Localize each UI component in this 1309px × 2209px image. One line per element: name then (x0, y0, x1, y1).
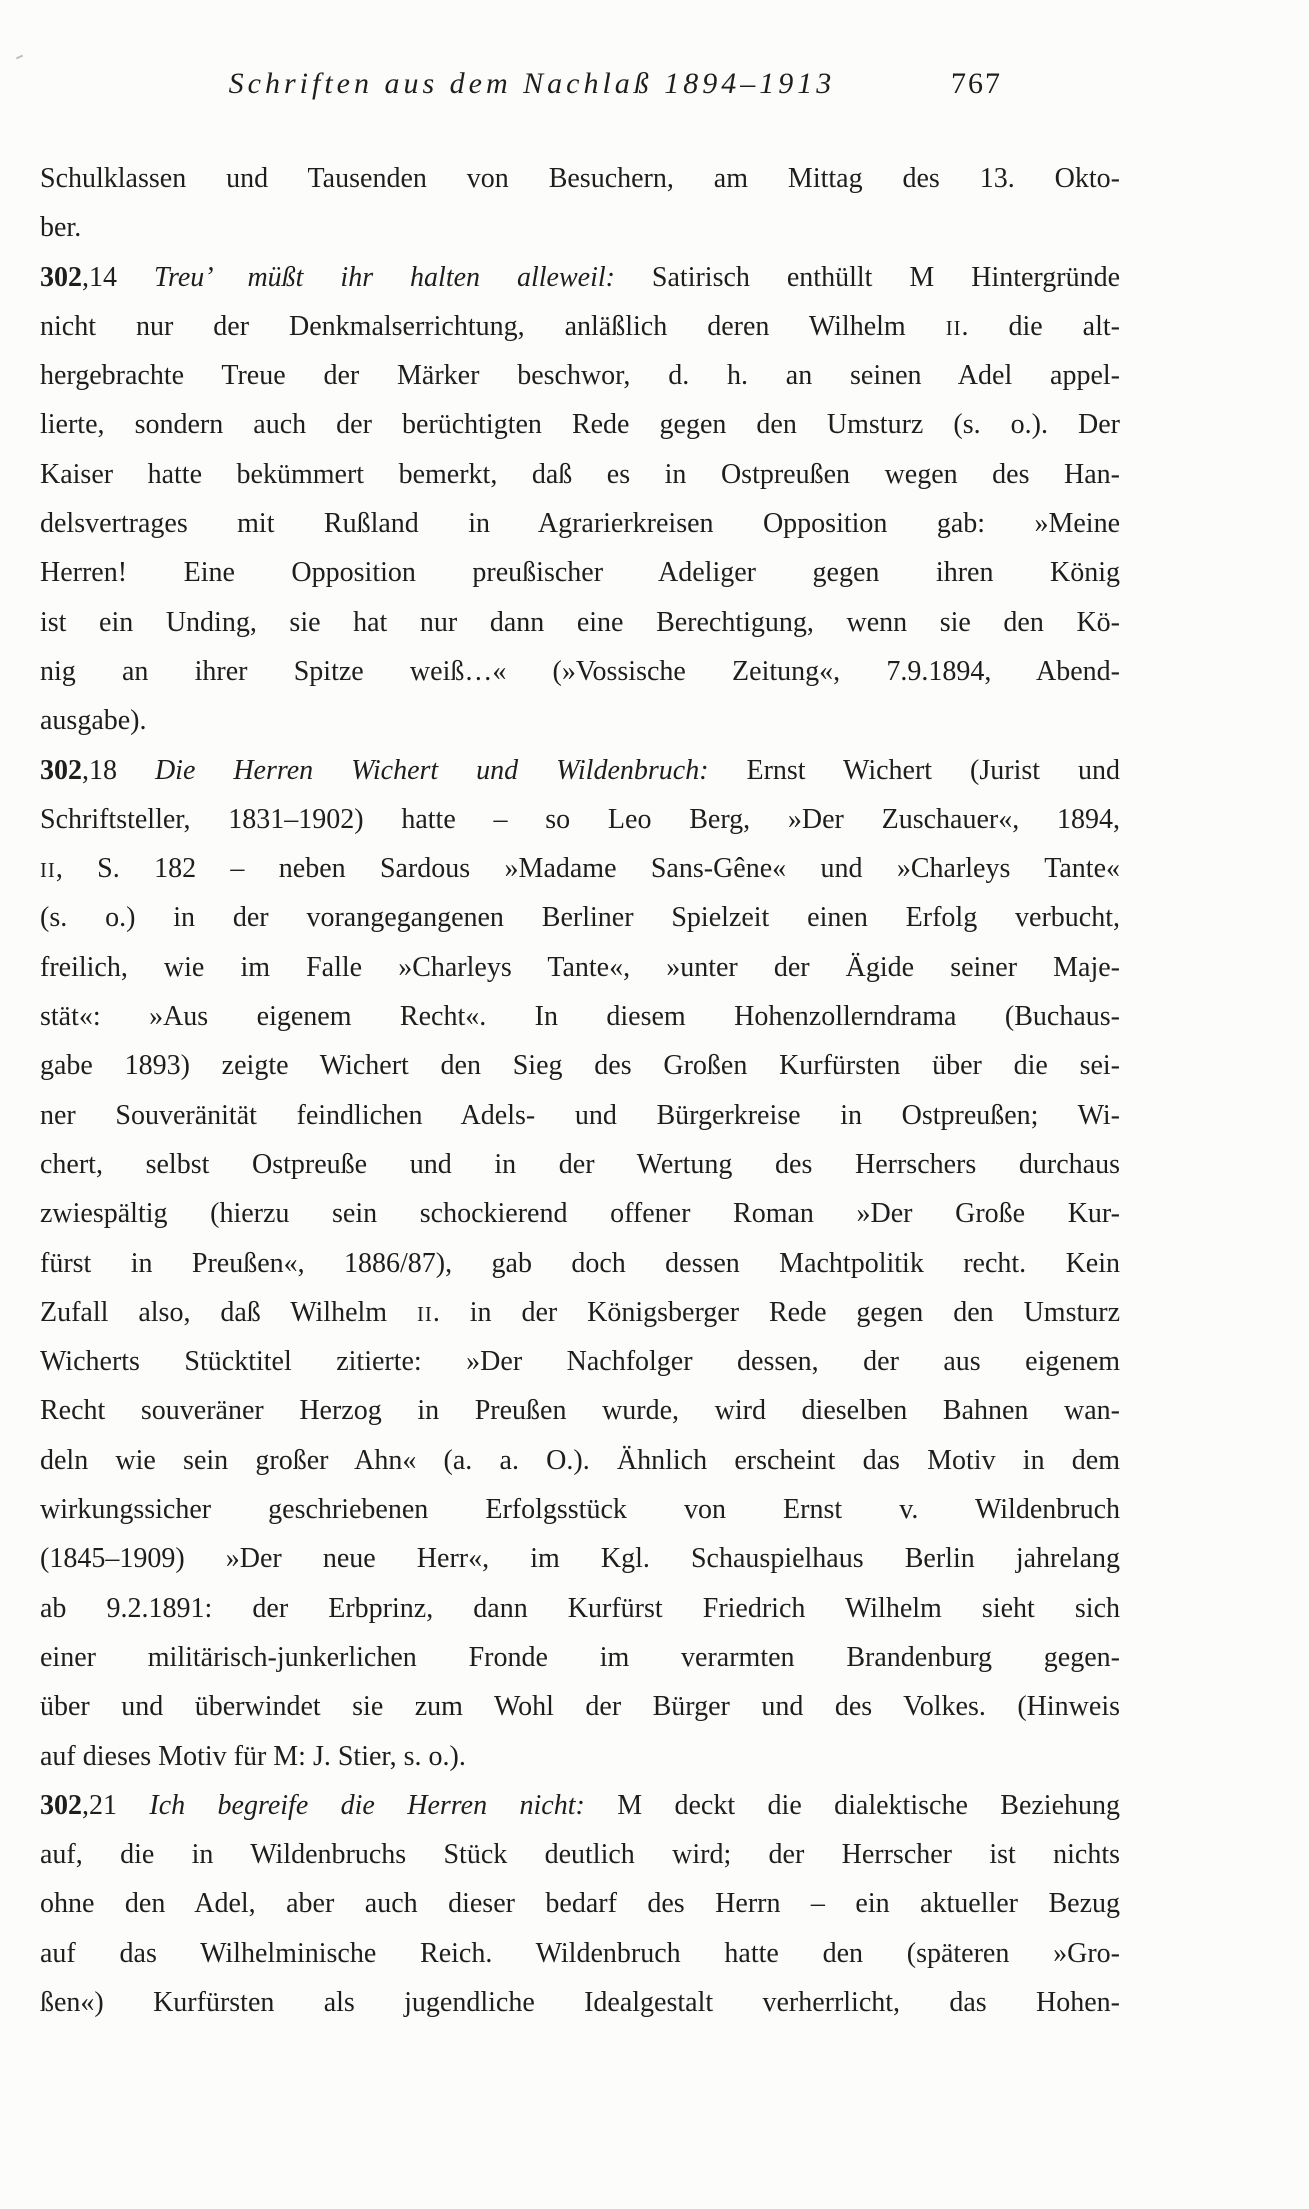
text-line-12 (40, 696, 1120, 745)
text-line-35 (40, 1830, 1120, 1879)
text-line-22 (40, 1189, 1120, 1238)
text-run: II (945, 317, 962, 340)
text-line-32 (40, 1682, 1120, 1731)
text-run: Die Herren Wichert und Wildenbruch: (154, 754, 709, 786)
text-block (40, 154, 1120, 2027)
text-line-17 (40, 943, 1120, 992)
text-run: ßen«) Kurfürsten als jugendliche Idealgestalt verherrlicht, das Hohen- (40, 1986, 1120, 2018)
text-run: ist ein Unding, sie hat nur dann eine Berechtigung, wenn sie den Kö- (40, 606, 1120, 638)
text-run: chert, selbst Ostpreuße und in der Wertung des Herrschers durchaus (40, 1148, 1120, 1180)
text-run: hergebrachte Treue der Märker beschwor, d. h. an seinen Adel appel- (40, 360, 1120, 392)
running-header-title: Schriften aus dem Nachlaß 1894–1913 (228, 67, 836, 100)
text-run: wirkungssicher geschriebenen Erfolgsstück von Ernst v. Wildenbruch (40, 1494, 1120, 1526)
page-number: 767 (951, 67, 1002, 100)
text-line-24 (40, 1288, 1120, 1337)
text-run: auf das Wilhelminische Reich. Wildenbruch hatte den (späteren »Gro- (40, 1937, 1120, 1969)
text-run: auf dieses Motiv für M: J. Stier, s. o.). (40, 1740, 466, 1772)
text-line-28 (40, 1485, 1120, 1534)
text-line-34 (40, 1781, 1120, 1830)
text-run: Ich begreife die Herren nicht: (149, 1789, 585, 1821)
text-line-1 (40, 154, 1120, 203)
text-line-4 (40, 302, 1120, 351)
text-line-29 (40, 1534, 1120, 1583)
text-line-25 (40, 1337, 1120, 1386)
text-line-37 (40, 1929, 1120, 1978)
text-run: ner Souveränität feindlichen Adels- und Bürgerkreise in Ostpreußen; Wi- (40, 1099, 1120, 1131)
text-run: ausgabe). (40, 705, 147, 737)
text-run: ohne den Adel, aber auch dieser bedarf des Herrn – ein aktueller Bezug (40, 1888, 1120, 1920)
text-line-31 (40, 1633, 1120, 1682)
text-run: Wicherts Stücktitel zitierte: »Der Nachfolger dessen, der aus eigenem (40, 1346, 1120, 1378)
text-run: gabe 1893) zeigte Wichert den Sieg des Großen Kurfürsten über die sei- (40, 1050, 1120, 1082)
text-line-9 (40, 548, 1120, 597)
scan-artifact (16, 55, 23, 60)
text-line-10 (40, 598, 1120, 647)
text-run: ,21 (82, 1789, 150, 1821)
text-run: stät«: »Aus eigenem Recht«. In diesem Hohenzollerndrama (Buchaus- (40, 1001, 1120, 1033)
text-line-18 (40, 992, 1120, 1041)
text-run: Schriftsteller, 1831–1902) hatte – so Leo Berg, »Der Zuschauer«, 1894, (40, 803, 1120, 835)
text-run: ber. (40, 212, 82, 244)
text-run: . die alt- (961, 310, 1120, 342)
text-run: 302 (40, 261, 82, 293)
text-run: Treu’ müßt ihr halten alleweil: (153, 261, 615, 293)
text-run: lierte, sondern auch der berüchtigten Rede gegen den Umsturz (s. o.). Der (40, 409, 1120, 441)
text-line-5 (40, 351, 1120, 400)
text-run: auf, die in Wildenbruchs Stück deutlich wird; der Herrscher ist nichts (40, 1839, 1120, 1871)
text-line-36 (40, 1879, 1120, 1928)
text-line-38 (40, 1978, 1120, 2027)
text-line-2 (40, 203, 1120, 252)
text-line-33 (40, 1732, 1120, 1781)
text-line-6 (40, 400, 1120, 449)
text-run: deln wie sein großer Ahn« (a. a. O.). Ähnlich erscheint das Motiv in dem (40, 1444, 1120, 1476)
text-run: nig an ihrer Spitze weiß…« (»Vossische Zeitung«, 7.9.1894, Abend- (40, 655, 1120, 687)
text-run: Ernst Wichert (Jurist und (708, 754, 1120, 786)
text-line-16 (40, 893, 1120, 942)
text-run: , S. 182 – neben Sardous »Madame Sans-Gêne« und »Charleys Tante« (55, 853, 1120, 885)
text-run: 302 (40, 1789, 82, 1821)
text-line-20 (40, 1091, 1120, 1140)
text-run: delsvertrages mit Rußland in Agrarierkreisen Opposition gab: »Meine (40, 508, 1120, 540)
text-line-21 (40, 1140, 1120, 1189)
text-run: Herren! Eine Opposition preußischer Adeliger gegen ihren König (40, 557, 1120, 589)
text-run: über und überwindet sie zum Wohl der Bürger und des Volkes. (Hinweis (40, 1691, 1120, 1723)
text-line-23 (40, 1239, 1120, 1288)
text-run: ,18 (82, 754, 155, 786)
text-line-7 (40, 450, 1120, 499)
text-run: M deckt die dialektische Beziehung (584, 1789, 1120, 1821)
text-line-19 (40, 1041, 1120, 1090)
text-line-30 (40, 1584, 1120, 1633)
text-run: Recht souveräner Herzog in Preußen wurde, wird dieselben Bahnen wan- (40, 1395, 1120, 1427)
text-run: II (417, 1303, 433, 1326)
text-line-15 (40, 844, 1120, 893)
running-header (40, 58, 1120, 110)
text-run: Satirisch enthüllt M Hintergründe (614, 261, 1120, 293)
text-run: (1845–1909) »Der neue Herr«, im Kgl. Schauspielhaus Berlin jahrelang (40, 1543, 1120, 1575)
text-run: einer militärisch-junkerlichen Fronde im verarmten Brandenburg gegen- (40, 1641, 1120, 1673)
text-run: (s. o.) in der vorangegangenen Berliner Spielzeit einen Erfolg verbucht, (40, 902, 1120, 934)
text-run: zwiespältig (hierzu sein schockierend offener Roman »Der Große Kur- (40, 1198, 1120, 1230)
text-run: . in der Königsberger Rede gegen den Umsturz (432, 1296, 1120, 1328)
text-line-26 (40, 1386, 1120, 1435)
text-run: 302 (40, 754, 82, 786)
text-run: freilich, wie im Falle »Charleys Tante«, »unter der Ägide seiner Maje- (40, 951, 1120, 983)
text-run: nicht nur der Denkmalserrichtung, anläßlich deren Wilhelm (40, 310, 946, 342)
text-line-3 (40, 253, 1120, 302)
text-run: ,14 (82, 261, 154, 293)
text-run: Kaiser hatte bekümmert bemerkt, daß es in Ostpreußen wegen des Han- (40, 458, 1120, 490)
text-run: Schulklassen und Tausenden von Besuchern, am Mittag des 13. Okto- (40, 163, 1120, 194)
text-line-8 (40, 499, 1120, 548)
text-run: II (40, 860, 56, 883)
text-run: Zufall also, daß Wilhelm (40, 1296, 418, 1328)
text-run: ab 9.2.1891: der Erbprinz, dann Kurfürst Friedrich Wilhelm sieht sich (40, 1592, 1120, 1624)
text-line-11 (40, 647, 1120, 696)
text-line-14 (40, 795, 1120, 844)
text-line-27 (40, 1436, 1120, 1485)
text-run: fürst in Preußen«, 1886/87), gab doch dessen Machtpolitik recht. Kein (40, 1247, 1120, 1279)
text-line-13 (40, 746, 1120, 795)
